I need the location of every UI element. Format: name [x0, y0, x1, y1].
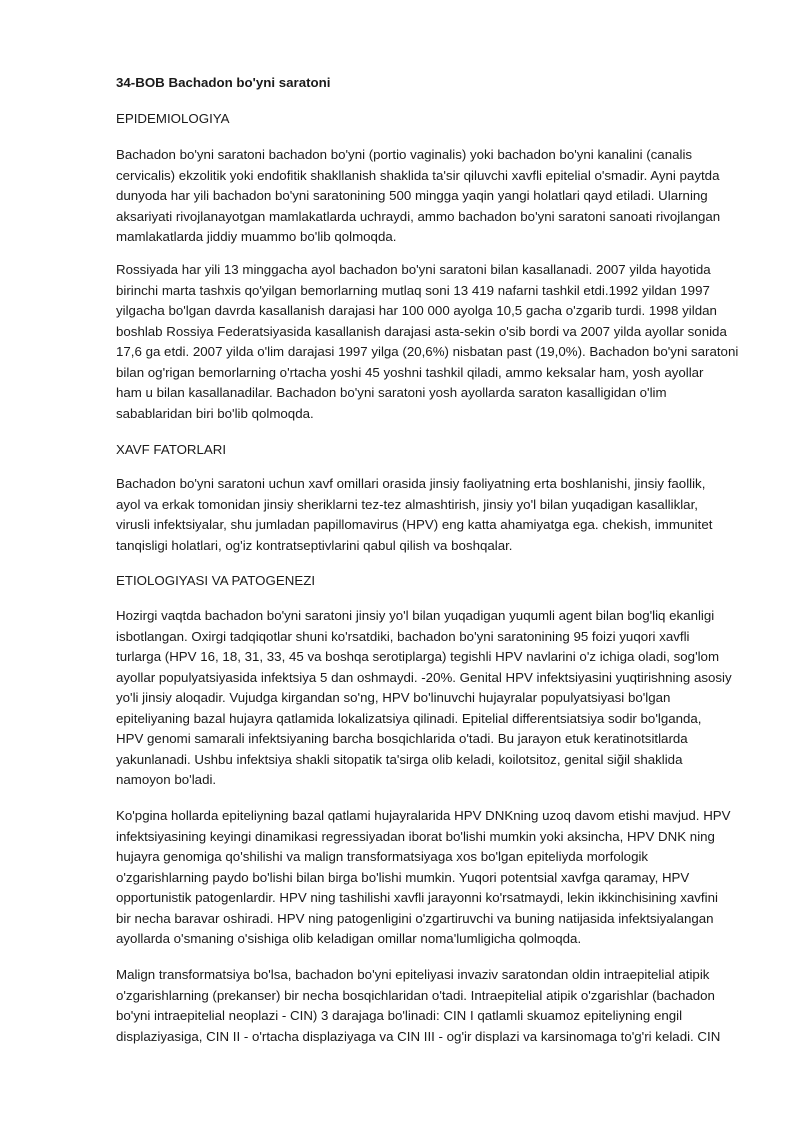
- text-line: boshlab Rossiya Federatsiyasida kasallanish darajasi asta-sekin o'sib bordi va 2007 yilda ayollar sonida: [116, 323, 727, 339]
- text-line: Hozirgi vaqtda bachadon bo'yni saratoni jinsiy yo'l bilan yuqadigan yuqumli agent bilan bog'liq ekanligi: [116, 608, 715, 623]
- text-line: dunyoda har yili bachadon bo'yni saratonining 500 mingga yaqin yangi holatlari qayd etiladi. Ularning: [116, 188, 708, 203]
- text-line: Bachadon bo'yni saratoni uchun xavf omillari orasida jinsiy faoliyatning erta boshlanishi, jinsiy faollik,: [116, 476, 706, 491]
- text-line: Rossiyada har yili 13 minggacha ayol bachadon bo'yni saratoni bilan kasallanadi. 2007 yilda hayotida: [116, 262, 711, 277]
- text-line: HPV genomi samarali infektsiyaning barcha bosqichlarida o'tadi. Bu jarayon etuk keratinotsitlarda: [116, 731, 688, 746]
- text-line: turlarga (HPV 16, 18, 31, 33, 45 va boshqa serotiplarga) tegishli HPV navlarini o'z ichiga oladi, sog'lom: [116, 649, 720, 664]
- text-line: Bachadon bo'yni saratoni bachadon bo'yni (portio vaginalis) yoki bachadon bo'yni kanalini (canalis: [116, 147, 693, 162]
- text-line: bir necha baravar oshiradi. HPV ning patogenligini o'zgartiruvchi va buning natijasida infektsiyalangan: [116, 910, 714, 926]
- text-line: cervicalis) ekzolitik yoki endofitik shakllanish shaklida ta'sir qiluvchi xavfli epitelial o'smadir. Ayni paytda: [116, 167, 720, 183]
- paragraph: [116, 145, 721, 248]
- text-line: epiteliyaning bazal hujayra qatlamida lokalizatsiya qilinadi. Epitelial differentsiatsiya sodir bo'lganda,: [116, 710, 702, 726]
- paragraph: [116, 965, 721, 1047]
- text-line: bo'yni intraepitelial neoplazi - CIN) 3 darajaga bo'linadi: CIN I qatlamli skuamoz epiteliyning engil: [116, 1008, 683, 1023]
- text-line: bilan og'rigan bemorlarning o'rtacha yoshi 45 yoshni tashkil qiladi, ammo keksalar ham, yosh ayollar: [116, 364, 704, 380]
- text-line: aksariyati rivojlanayotgan mamlakatlarda uchraydi, ammo bachadon bo'yni saratoni sanoati rivojlangan: [116, 208, 721, 224]
- section-heading-epidemiologiya: EPIDEMIOLOGIYA: [116, 111, 230, 126]
- text-line: 17,6 ga etdi. 2007 yilda o'lim darajasi 1997 yilga (20,6%) nisbatan past (19,0%). Bachadon bo'yni saratoni: [116, 344, 739, 359]
- text-line: mamlakatlarda jiddiy muammo bo'lib qolmoqda.: [116, 229, 397, 244]
- text-line: ham u bilan kasallanadilar. Bachadon bo'yni saratoni yosh ayollarda saraton kasalligidan o'lim: [116, 385, 667, 400]
- text-line: Ko'pgina hollarda epiteliyning bazal qatlami hujayralarida HPV DNKning uzoq davom etishi mavjud. HPV: [116, 808, 731, 823]
- text-line: o'zgarishlarning (prekanser) bir necha bosqichlaridan o'tadi. Intraepitelial atipik o'zgarishlar (bachadon: [116, 987, 715, 1003]
- text-line: isbotlangan. Oxirgi tadqiqotlar shuni ko'rsatdiki, bachadon bo'yni saratonining 95 foizi yuqori xavfli: [116, 628, 690, 644]
- text-line: ayollarda o'smaning o'sishiga olib keladigan omillar noma'lumligicha qolmoqda.: [116, 931, 582, 946]
- paragraph: [116, 806, 731, 950]
- paragraph: [116, 260, 739, 424]
- text-line: ayol va erkak tomonidan jinsiy sheriklarni tez-tez almashtirish, jinsiy yo'l bilan yuqadigan kasalliklar,: [116, 496, 698, 512]
- text-line: birinchi marta tashxis qo'yilgan bemorlarning mutlaq soni 13 419 nafarni tashkil etdi.1992 yildan 1997: [116, 282, 710, 298]
- paragraph: [116, 606, 732, 791]
- text-line: hujayra genomiga qo'shilishi va malign transformatsiyaga xos bo'lgan epiteliyda morfologik: [116, 849, 649, 864]
- text-line: opportunistik patogenlardir. HPV ning tashilishi xavfli jarayonni ko'rsatmaydi, lekin ikkinchisining xavfini: [116, 890, 718, 905]
- text-line: yakunlanadi. Ushbu infektsiya shakli sitopatik ta'sirga olib keladi, koilotsitoz, genital siğil shaklida: [116, 751, 683, 767]
- text-line: sabablaridan biri bo'lib qolmoqda.: [116, 405, 314, 421]
- text-line: virusli infektsiyalar, shu jumladan papillomavirus (HPV) eng katta ahamiyatga ega. chekish, immunitet: [116, 517, 713, 532]
- section-heading-xavf-fatorlari: XAVF FATORLARI: [116, 442, 227, 457]
- section-heading-etiologiyasi: ETIOLOGIYASI VA PATOGENEZI: [116, 573, 316, 588]
- text-line: displaziyasiga, CIN II - o'rtacha displaziyaga va CIN III - og'ir displazi va karsinomaga to'g'ri keladi. CIN: [116, 1028, 721, 1044]
- text-line: namoyon bo'ladi.: [116, 772, 217, 787]
- text-line: Malign transformatsiya bo'lsa, bachadon bo'yni epiteliyasi invaziv saratondan oldin intraepitelial atipik: [116, 967, 710, 982]
- text-line: tanqisligi holatlari, og'iz kontratseptivlarini qabul qilish va boshqalar.: [116, 537, 513, 553]
- text-line: yo'li jinsiy aloqadir. Vujudga kirgandan so'ng, HPV bo'linuvchi hujayralar populyatsiyasi bo'lgan: [116, 690, 671, 705]
- chapter-title: 34-BOB Bachadon bo'yni saratoni: [116, 75, 331, 90]
- text-line: ayollar populyatsiyasida infektsiya 5 dan oshmaydi. -20%. Genital HPV infektsiyasini yuqtirishning asosiy: [116, 669, 732, 685]
- text-line: infektsiyasining keyingi dinamikasi regressiyadan iborat bo'lishi mumkin yoki aksincha, HPV DNK ning: [116, 828, 715, 844]
- text-line: o'zgarishlarning paydo bo'lishi bilan birga bo'lishi mumkin. Yuqori potentsial xavfga qaramay, HPV: [116, 869, 690, 885]
- paragraph: [116, 474, 716, 556]
- text-line: yilgacha bo'lgan davrda kasallanish darajasi har 100 000 ayolga 10,5 gacha o'zgarib turdi. 1998 yildan: [116, 303, 717, 318]
